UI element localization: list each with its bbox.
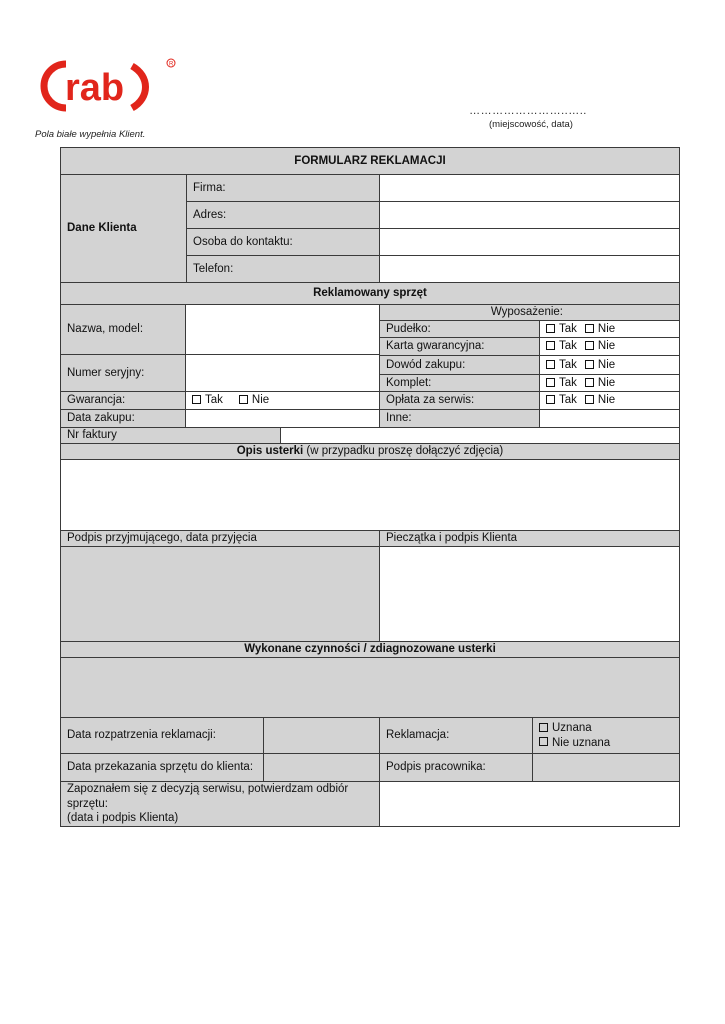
nr-faktury-label: Nr faktury <box>60 427 281 444</box>
data-rozpatrzenia-field[interactable] <box>263 717 380 754</box>
svg-text:R: R <box>169 61 174 68</box>
gwarancja-tak[interactable]: Tak <box>192 393 223 407</box>
equipment-header: Reklamowany sprzęt <box>60 282 680 305</box>
firma-label: Firma: <box>186 174 380 202</box>
data-rozpatrzenia-label: Data rozpatrzenia reklamacji: <box>60 717 264 754</box>
zapoznalem-label: Zapoznałem się z decyzją serwisu, potwierdzam odbiór sprzętu: (data i podpis Klienta) <box>60 781 380 827</box>
wyposazenie-header: Wyposażenie: <box>379 304 680 321</box>
pieczatka-label: Pieczątka i podpis Klienta <box>379 530 680 547</box>
nr-faktury-field[interactable] <box>280 427 680 444</box>
data-przekazania-field[interactable] <box>263 753 380 782</box>
podpis-przyjmujacego-field[interactable] <box>60 546 380 642</box>
place-date-label: (miejscowość, data) <box>489 119 573 130</box>
dowod-options <box>539 355 680 375</box>
pudelko-tak[interactable]: Tak <box>546 322 577 336</box>
osoba-field[interactable] <box>379 228 680 256</box>
adres-field[interactable] <box>379 201 680 229</box>
data-przekazania-label: Data przekazania sprzętu do klienta: <box>60 753 264 782</box>
place-date-line: ……………………..….. <box>469 105 587 117</box>
pudelko-label: Pudełko: <box>379 320 540 338</box>
wykonane-field[interactable] <box>60 657 680 718</box>
telefon-label: Telefon: <box>186 255 380 283</box>
dowod-tak[interactable]: Tak <box>546 358 577 372</box>
checkbox-icon <box>546 324 555 333</box>
firma-field[interactable] <box>379 174 680 202</box>
inne-label: Inne: <box>379 409 540 428</box>
checkbox-icon <box>585 395 594 404</box>
nazwa-field[interactable] <box>185 304 380 355</box>
checkbox-icon <box>585 360 594 369</box>
checkbox-icon <box>585 378 594 387</box>
gwarancja-nie[interactable]: Nie <box>239 393 269 407</box>
corab-logo <box>38 54 178 116</box>
komplet-options <box>539 374 680 392</box>
komplet-nie[interactable]: Nie <box>585 376 615 390</box>
oplata-nie[interactable]: Nie <box>585 393 615 407</box>
reklamacja-label: Reklamacja: <box>379 717 533 754</box>
white-fields-note: Pola białe wypełnia Klient. <box>35 129 146 140</box>
nie-uznana-option[interactable]: Nie uznana <box>539 736 610 750</box>
checkbox-icon <box>546 378 555 387</box>
telefon-field[interactable] <box>379 255 680 283</box>
reklamacja-options <box>532 717 680 754</box>
komplet-tak[interactable]: Tak <box>546 376 577 390</box>
gwarancja-options <box>185 391 380 410</box>
oplata-label: Opłata za serwis: <box>379 391 540 410</box>
nazwa-label: Nazwa, model: <box>60 304 186 355</box>
data-zakupu-label: Data zakupu: <box>60 409 186 428</box>
checkbox-icon <box>539 723 548 732</box>
checkbox-icon <box>546 395 555 404</box>
adres-label: Adres: <box>186 201 380 229</box>
pieczatka-field[interactable] <box>379 546 680 642</box>
uznana-option[interactable]: Uznana <box>539 721 592 735</box>
data-zakupu-field[interactable] <box>185 409 380 428</box>
gwarancja-label: Gwarancja: <box>60 391 186 410</box>
form-title: FORMULARZ REKLAMACJI <box>60 147 680 175</box>
numer-label: Numer seryjny: <box>60 354 186 392</box>
karta-nie[interactable]: Nie <box>585 339 615 353</box>
svg-text:rab: rab <box>65 67 125 109</box>
osoba-label: Osoba do kontaktu: <box>186 228 380 256</box>
pudelko-options <box>539 320 680 338</box>
checkbox-icon <box>546 360 555 369</box>
opis-header: Opis usterki (w przypadku proszę dołączyć zdjęcia) <box>60 443 680 460</box>
karta-label: Karta gwarancyjna: <box>379 337 540 356</box>
dowod-label: Dowód zakupu: <box>379 355 540 375</box>
oplata-options <box>539 391 680 410</box>
checkbox-icon <box>239 395 248 404</box>
podpis-pracownika-field[interactable] <box>532 753 680 782</box>
oplata-tak[interactable]: Tak <box>546 393 577 407</box>
inne-field[interactable] <box>539 409 680 428</box>
numer-field[interactable] <box>185 354 380 392</box>
komplet-label: Komplet: <box>379 374 540 392</box>
dowod-nie[interactable]: Nie <box>585 358 615 372</box>
karta-tak[interactable]: Tak <box>546 339 577 353</box>
checkbox-icon <box>192 395 201 404</box>
podpis-pracownika-label: Podpis pracownika: <box>379 753 533 782</box>
checkbox-icon <box>585 341 594 350</box>
client-section-label: Dane Klienta <box>60 174 187 283</box>
podpis-przyjmujacego-label: Podpis przyjmującego, data przyjęcia <box>60 530 380 547</box>
zapoznalem-field[interactable] <box>379 781 680 827</box>
checkbox-icon <box>539 737 548 746</box>
checkbox-icon <box>546 341 555 350</box>
opis-field[interactable] <box>60 459 680 531</box>
checkbox-icon <box>585 324 594 333</box>
wykonane-header: Wykonane czynności / zdiagnozowane usterki <box>60 641 680 658</box>
karta-options <box>539 337 680 356</box>
pudelko-nie[interactable]: Nie <box>585 322 615 336</box>
